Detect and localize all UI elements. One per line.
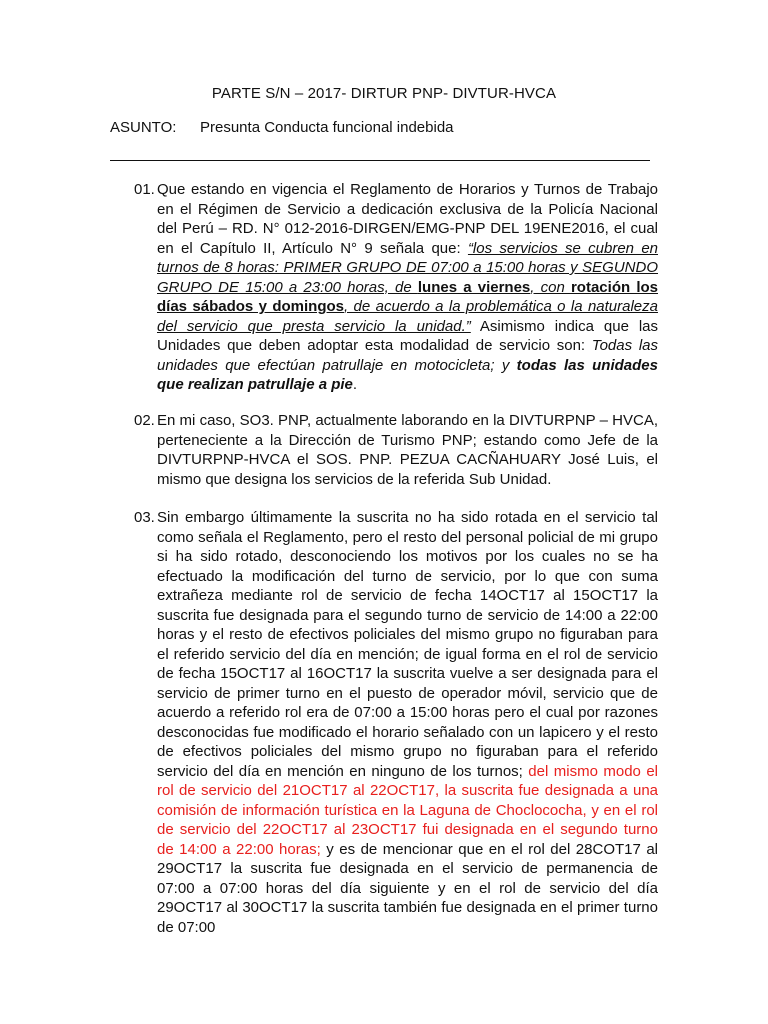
numbered-paragraph (134, 180, 658, 395)
text-run: todas las unidades que realizan patrullaje a pie (157, 356, 658, 393)
text-run: “los servicios se cubren en turnos de 8 horas: PRIMER GRUPO DE 07:00 a 15:00 horas y SEGUNDO GRUPO DE 15:00 a 23:00 horas, de (157, 239, 658, 296)
text-run: Sin embargo últimamente la suscrita no ha sido rotada en el servicio tal como señala el Reglamento, pero el resto del personal policial de mi grupo si ha sido rotado, desconociendo los motivos por los cuales no se ha efectuado la modificación del turno de servicio, por lo que con suma extrañeza mediante rol de servicio de fecha 14OCT17 al 15OCT17 la suscrita fue designada para el segundo turno de servicio de 14:00 a 22:00 horas y el resto de efectivos policiales del mismo grupo no figuraban para el referido servicio del día en mención; de igual forma en el rol de servicio de fecha 15OCT17 al 16OCT17 la suscrita vuelve a ser designada para el servicio de primer turno en el puesto de operador móvil, servicio que de acuerdo a referido rol era de 07:00 a 15:00 horas pero el cual por razones desconocidas fue modificado el horario señalado con un lapicero y el resto de efectivos policiales del mismo grupo no figuraban para el referido servicio del día en mención en ninguno de los turnos; (157, 509, 658, 780)
text-run: , de acuerdo a la problemática o la naturaleza del servicio que presta servicio la unidad.” (157, 298, 658, 335)
text-run: . (352, 376, 358, 393)
text-run: lunes a viernes (417, 278, 531, 296)
paragraph-number: 03. (134, 509, 155, 526)
text-run: y es de mencionar que en el rol del 28COT17 al 29OCT17 la suscrita fue designada en el servicio de permanencia de 07:00 a 07:00 horas del día siguiente y en el rol de servicio del día 29OCT17 al 30OCT17 la suscrita también fue designada en el primer turno de 07:00 (157, 840, 659, 936)
text-run: Todas las unidades que efectúan patrullaje en motocicleta; y (157, 337, 658, 374)
separator-line (110, 160, 650, 161)
paragraph-body (157, 508, 658, 937)
paragraph-number: 01. (134, 181, 155, 198)
subject-text: Presunta Conducta funcional indebida (200, 119, 454, 136)
text-run: , con (530, 278, 571, 296)
text-run: Asimismo indica que las Unidades que deben adoptar esta modalidad de servicio son: (157, 317, 658, 354)
numbered-paragraph (134, 508, 658, 937)
text-run: En mi caso, SO3. PNP, actualmente laborando en la DIVTURPNP – HVCA, perteneciente a la Dirección de Turismo PNP; estando como Jefe de la DIVTURPNP-HVCA el SOS. PNP. PEZUA CACÑAHUARY José Luis, el mismo que designa los servicios de la referida Sub Unidad. (157, 412, 658, 488)
paragraph-number: 02. (134, 412, 155, 429)
paragraph-body (157, 411, 658, 489)
text-run: del mismo modo el rol de servicio del 21OCT17 al 22OCT17, la suscrita fue designada a una comisión de información turística en la Laguna de Choclococha, y en el rol de servicio del 22OCT17 al 23OCT17 fui designada en el segundo turno de 14:00 a 22:00 horas; (157, 762, 658, 858)
text-run: Que estando en vigencia el Reglamento de Horarios y Turnos de Trabajo en el Régimen de Servicio a dedicación exclusiva de la Policía Nacional del Perú – RD. N° 012-2016-DIRGEN/EMG-PNP DEL 19ENE2016, el cual en el Capítulo II, Artículo N° 9 señala que: (157, 181, 658, 257)
subject-label: ASUNTO: (110, 119, 177, 136)
document-title: PARTE S/N – 2017- DIRTUR PNP- DIVTUR-HVCA (211, 85, 557, 102)
numbered-paragraph (134, 411, 658, 489)
paragraph-body (157, 180, 658, 395)
text-run: rotación los días sábados y domingos (157, 278, 658, 315)
subject-line (110, 118, 454, 138)
